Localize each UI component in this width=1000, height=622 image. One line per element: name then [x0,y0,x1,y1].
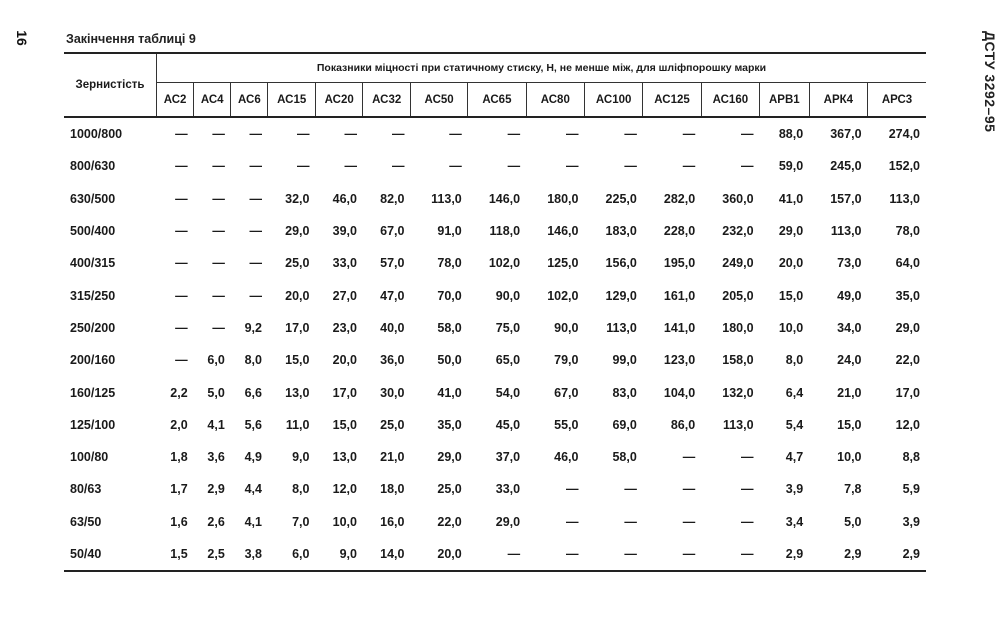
strength-value-cell: — [565,514,579,529]
strength-value-cell: 183,0 [605,224,637,239]
column-header: АРВ1 [760,83,810,117]
strength-value-cell: 20,0 [285,288,310,303]
strength-value-cell: 30,0 [380,385,405,400]
strength-value-cell: 67,0 [380,224,405,239]
strength-value-cell: 8,0 [785,353,804,368]
column-header: АС125 [643,83,701,117]
strength-value-cell: — [175,320,188,335]
strength-value-cell: 6,6 [244,385,262,400]
strength-value-cell: 225,0 [605,191,637,206]
table-row [64,117,926,150]
strength-value-cell: 156,0 [605,256,637,271]
strength-value-cell: — [391,159,405,174]
strength-value-cell: 86,0 [670,417,696,432]
strength-value-cell: 2,9 [207,482,225,497]
strength-value-cell: 245,0 [830,159,862,174]
strength-value-cell: 118,0 [489,224,521,239]
strength-value-cell: 88,0 [778,127,804,142]
column-header: АС100 [584,83,642,117]
strength-value-cell: 12,0 [332,482,357,497]
strength-value-cell: 22,0 [895,353,920,368]
strength-value-cell: 91,0 [437,224,462,239]
grain-size-cell: 630/500 [70,191,116,206]
grain-size-cell: 50/40 [64,538,157,571]
strength-value-cell: 65,0 [495,353,521,368]
strength-value-cell: — [296,159,310,174]
strength-value-cell: — [565,159,579,174]
column-header-row [64,83,926,117]
strength-value-cell: 59,0 [778,159,804,174]
table-row [64,215,926,247]
strength-value-cell: 4,7 [785,450,804,465]
standard-designation: ДСТУ 3292–95 [982,31,998,133]
grain-size-cell: 800/630 [70,159,116,174]
strength-value-cell: 102,0 [547,288,579,303]
strength-value-cell: 40,0 [380,320,405,335]
strength-value-cell: 17,0 [332,385,357,400]
strength-value-cell: 2,9 [868,538,926,571]
strength-value-cell: 15,0 [837,417,862,432]
column-header: АС6 [231,83,268,117]
strength-value-cell: — [212,224,225,239]
strength-value-cell: — [584,538,642,571]
strength-value-cell: 41,0 [437,385,462,400]
strength-value-cell: 7,0 [292,514,310,529]
strength-value-cell: 146,0 [488,191,521,206]
table-row [64,409,926,441]
strength-value-cell: 161,0 [663,288,696,303]
strength-value-cell: — [624,127,637,142]
strength-value-cell: 36,0 [380,353,405,368]
strength-value-cell: — [741,127,754,142]
strength-value-cell: 55,0 [554,417,579,432]
strength-value-cell: 9,2 [244,320,262,335]
strength-value-cell: 195,0 [663,256,696,271]
strength-value-cell: 158,0 [722,353,754,368]
strength-value-cell: — [565,127,579,142]
strength-value-cell: 75,0 [495,320,521,335]
column-header: АС80 [526,83,584,117]
strength-value-cell: 37,0 [495,450,521,465]
strength-value-cell: — [682,514,696,529]
strength-value-cell: — [468,538,526,571]
strength-value-cell: 33,0 [332,256,357,271]
strength-value-cell: 113,0 [889,191,920,206]
strength-value-cell: 29,0 [895,320,920,335]
strength-value-cell: 1,7 [170,482,188,497]
strength-value-cell: 25,0 [437,482,462,497]
strength-value-cell: 14,0 [363,538,411,571]
strength-value-cell: — [212,320,225,335]
strength-value-cell: 20,0 [332,353,357,368]
strength-value-cell: — [565,482,579,497]
strength-value-cell: 47,0 [380,288,405,303]
strength-value-cell: 10,0 [332,514,357,529]
grain-size-cell: 63/50 [70,514,102,529]
strength-value-cell: 132,0 [722,385,754,400]
column-header: АС20 [315,83,363,117]
strength-value-cell: 83,0 [612,385,637,400]
strength-value-cell: 49,0 [837,288,862,303]
strength-value-cell: 1,8 [170,450,188,465]
strength-value-cell: 82,0 [380,191,405,206]
strength-value-cell: — [507,127,521,142]
strength-value-cell: 8,0 [292,482,310,497]
strength-value-cell: 3,9 [902,514,920,529]
strength-value-cell: 146,0 [547,224,579,239]
strength-value-cell: 123,0 [663,353,696,368]
strength-value-cell: 228,0 [663,224,696,239]
strength-value-cell: 32,0 [285,191,310,206]
strength-value-cell: 17,0 [285,320,310,335]
strength-value-cell: 29,0 [437,450,462,465]
grain-size-cell: 250/200 [70,320,116,335]
strength-value-cell: — [741,514,754,529]
strength-value-cell: 21,0 [837,385,862,400]
strength-value-cell: 5,0 [844,514,862,529]
table-row [64,376,926,408]
strength-table [64,52,926,572]
strength-value-cell: 16,0 [380,514,405,529]
table-row [64,538,926,571]
strength-value-cell: 46,0 [554,450,579,465]
strength-value-cell: — [624,482,637,497]
strength-value-cell: 69,0 [612,417,637,432]
strength-value-cell: — [175,353,188,368]
strength-value-cell: — [212,288,225,303]
strength-value-cell: — [175,288,188,303]
strength-value-cell: 6,0 [207,353,225,368]
strength-value-cell: — [175,159,188,174]
strength-value-cell: 113,0 [830,224,862,239]
strength-value-cell: 1,6 [170,514,188,529]
strength-value-cell: 20,0 [778,256,804,271]
strength-value-cell: 23,0 [332,320,357,335]
row-header: Зернистість [64,53,157,117]
strength-value-cell: 35,0 [437,417,462,432]
strength-value-cell: 35,0 [895,288,920,303]
strength-value-cell: 3,9 [785,482,804,497]
table-row [64,473,926,505]
strength-value-cell: 2,0 [170,417,188,432]
strength-value-cell: 34,0 [837,320,862,335]
column-header: АС2 [157,83,194,117]
strength-value-cell: 5,0 [207,385,225,400]
grain-size-cell: 160/125 [70,385,116,400]
table-row [64,279,926,311]
strength-value-cell: 274,0 [888,127,920,142]
strength-value-cell: 157,0 [830,191,862,206]
strength-value-cell: — [175,191,188,206]
strength-value-cell: 15,0 [332,417,357,432]
table-body [64,117,926,571]
column-header: АРС3 [868,83,926,117]
table-row [64,344,926,376]
strength-value-cell: 2,9 [809,538,867,571]
strength-value-cell: 2,9 [760,538,810,571]
strength-value-cell: 67,0 [554,385,579,400]
strength-value-cell: — [701,538,759,571]
strength-value-cell: 15,0 [778,288,804,303]
strength-value-cell: — [212,256,225,271]
strength-value-cell: 58,0 [612,450,637,465]
strength-value-cell: — [507,159,521,174]
strength-value-cell: 113,0 [606,320,637,335]
strength-value-cell: 11,0 [285,417,310,432]
strength-value-cell: 141,0 [663,320,696,335]
strength-value-cell: 282,0 [663,191,696,206]
strength-value-cell: 46,0 [332,191,357,206]
strength-value-cell: — [249,288,262,303]
strength-value-cell: 99,0 [612,353,637,368]
strength-value-cell: — [212,159,225,174]
strength-value-cell: 10,0 [837,450,862,465]
strength-value-cell: — [249,191,262,206]
strength-value-cell: 3,8 [231,538,268,571]
strength-value-cell: — [249,256,262,271]
strength-value-cell: 57,0 [380,256,405,271]
grain-size-cell: 400/315 [70,256,116,271]
grain-size-cell: 500/400 [70,224,116,239]
strength-value-cell: 125,0 [547,256,579,271]
strength-value-cell: — [212,127,225,142]
strength-value-cell: 27,0 [332,288,357,303]
strength-value-cell: 113,0 [722,417,754,432]
strength-value-cell: 152,0 [888,159,920,174]
strength-value-cell: 4,1 [244,514,262,529]
strength-value-cell: 20,0 [410,538,467,571]
strength-value-cell: 70,0 [437,288,462,303]
strength-value-cell: — [175,127,188,142]
strength-value-cell: — [249,159,262,174]
strength-value-cell: — [249,127,262,142]
strength-value-cell: — [682,159,696,174]
strength-value-cell: 29,0 [285,224,310,239]
strength-value-cell: — [682,127,696,142]
strength-value-cell: 2,5 [194,538,231,571]
strength-value-cell: — [741,482,754,497]
strength-value-cell: 4,9 [244,450,262,465]
strength-value-cell: — [212,191,225,206]
strength-value-cell: 25,0 [380,417,405,432]
strength-value-cell: — [624,514,637,529]
strength-value-cell: 180,0 [547,191,579,206]
strength-value-cell: 25,0 [285,256,310,271]
strength-value-cell: — [344,159,357,174]
column-header: АРК4 [809,83,867,117]
strength-value-cell: 39,0 [332,224,357,239]
strength-value-cell: 29,0 [495,514,521,529]
strength-value-cell: 3,4 [785,514,804,529]
strength-value-cell: — [741,159,754,174]
strength-value-cell: — [175,224,188,239]
grain-size-cell: 80/63 [70,482,102,497]
strength-value-cell: — [624,159,637,174]
strength-value-cell: 73,0 [837,256,862,271]
strength-value-cell: 15,0 [285,353,310,368]
strength-value-cell: 5,6 [244,417,262,432]
strength-value-cell: 180,0 [722,320,754,335]
strength-value-cell: 10,0 [778,320,804,335]
grain-size-cell: 1000/800 [70,127,123,142]
strength-value-cell: 17,0 [895,385,920,400]
strength-value-cell: 360,0 [722,191,754,206]
strength-value-cell: 9,0 [315,538,363,571]
strength-value-cell: 3,6 [207,450,225,465]
grain-size-cell: 125/100 [70,417,116,432]
table-row [64,247,926,279]
strength-value-cell: 4,1 [207,417,225,432]
strength-value-cell: 13,0 [285,385,310,400]
table-caption: Закінчення таблиці 9 [66,32,196,46]
strength-value-cell: 79,0 [554,353,579,368]
strength-value-cell: 102,0 [488,256,521,271]
strength-value-cell: 7,8 [844,482,862,497]
grain-size-cell: 200/160 [70,353,116,368]
strength-value-cell: 12,0 [895,417,920,432]
column-header: АС160 [701,83,759,117]
strength-value-cell: 8,8 [902,450,920,465]
strength-value-cell: 249,0 [722,256,754,271]
strength-value-cell: 113,0 [431,191,462,206]
table-row [64,183,926,215]
strength-value-cell: 78,0 [895,224,920,239]
table-row [64,312,926,344]
strength-value-cell: 13,0 [332,450,357,465]
strength-value-cell: — [526,538,584,571]
strength-value-cell: 78,0 [437,256,462,271]
strength-value-cell: 2,2 [170,385,188,400]
strength-value-cell: — [682,450,696,465]
strength-value-cell: — [344,127,357,142]
column-header: АС50 [410,83,467,117]
grain-size-cell: 100/80 [70,450,109,465]
strength-value-cell: 5,9 [902,482,920,497]
strength-value-cell: — [682,482,696,497]
table-row [64,506,926,538]
strength-value-cell: — [296,127,310,142]
column-header: АС65 [468,83,526,117]
column-header: АС4 [194,83,231,117]
strength-value-cell: 29,0 [778,224,804,239]
strength-value-cell: 8,0 [244,353,262,368]
page-number: 16 [13,30,30,46]
strength-value-cell: 50,0 [437,353,462,368]
strength-value-cell: 21,0 [380,450,405,465]
strength-value-cell: 2,6 [207,514,225,529]
strength-value-cell: — [249,224,262,239]
table-row [64,441,926,473]
strength-value-cell: 205,0 [722,288,754,303]
strength-value-cell: 90,0 [554,320,579,335]
strength-value-cell: — [175,256,188,271]
strength-value-cell: 33,0 [495,482,521,497]
table-row [64,150,926,182]
strength-value-cell: 6,4 [785,385,804,400]
strength-value-cell: 1,5 [157,538,194,571]
strength-value-cell: 6,0 [268,538,316,571]
strength-value-cell: 24,0 [837,353,862,368]
grain-size-cell: 315/250 [70,288,116,303]
strength-value-cell: 22,0 [437,514,462,529]
strength-value-cell: — [741,450,754,465]
strength-value-cell: 5,4 [785,417,804,432]
strength-value-cell: 90,0 [495,288,521,303]
strength-value-cell: 58,0 [437,320,462,335]
strength-value-cell: — [391,127,405,142]
strength-value-cell: 45,0 [495,417,521,432]
column-header: АС32 [363,83,411,117]
strength-value-cell: 9,0 [292,450,310,465]
strength-value-cell: 129,0 [605,288,637,303]
strength-value-cell: 104,0 [663,385,696,400]
strength-value-cell: — [449,127,462,142]
group-header: Показники міцності при статичному стиску, Н, не менше між, для шліфпорошку марки [157,53,927,83]
strength-value-cell: 18,0 [380,482,405,497]
strength-value-cell: 64,0 [895,256,920,271]
strength-value-cell: 367,0 [830,127,862,142]
strength-value-cell: 41,0 [778,191,804,206]
strength-value-cell: — [643,538,701,571]
strength-value-cell: — [449,159,462,174]
strength-value-cell: 4,4 [244,482,262,497]
strength-value-cell: 232,0 [722,224,754,239]
column-header: АС15 [268,83,316,117]
strength-value-cell: 54,0 [495,385,521,400]
